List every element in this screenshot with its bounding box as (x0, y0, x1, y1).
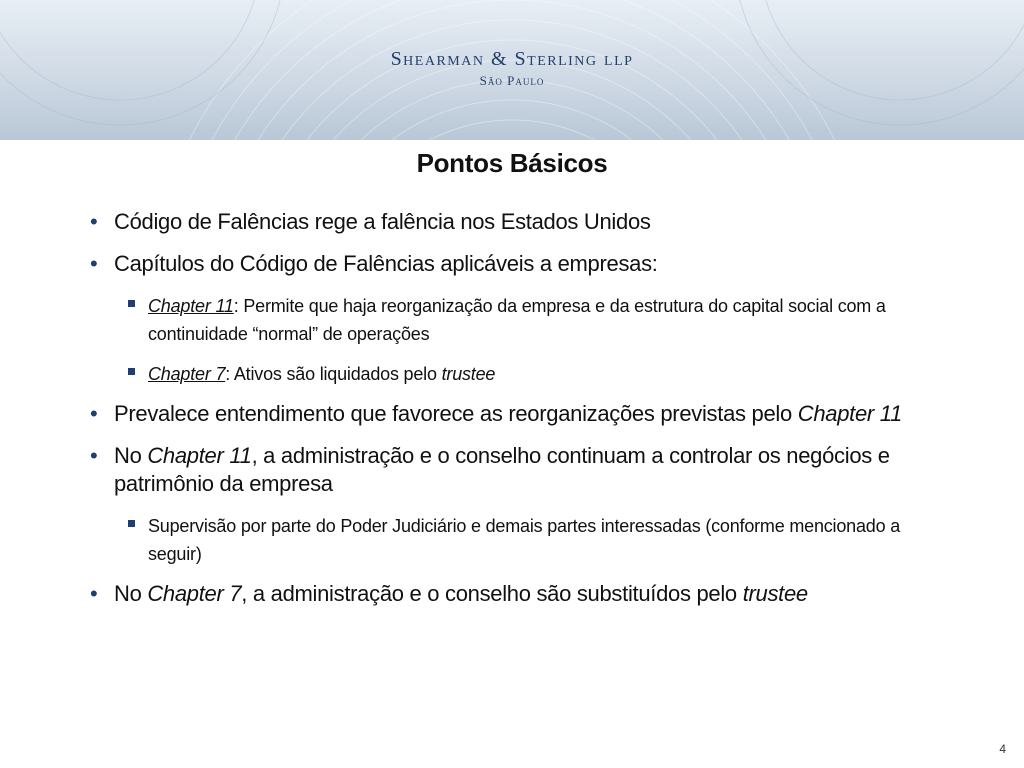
bullet-3: • Prevalece entendimento que favorece as reorganizações previstas pelo Chapter 11 (90, 401, 902, 426)
sub-bullet-chapter-11: Chapter 11: Permite que haja reorganização da empresa e da estrutura do capital social com a continuidade “normal” de operações (148, 292, 920, 348)
sub-bullet-chapter-7: Chapter 7: Ativos são liquidados pelo trustee (148, 360, 920, 388)
header-banner (0, 0, 1024, 140)
slide-title: Pontos Básicos (416, 148, 608, 178)
firm-city: São Paulo (479, 73, 545, 88)
page-number: 4 (999, 742, 1006, 756)
bullet-5: • No Chapter 7, a administração e o conselho são substituídos pelo trustee (90, 581, 808, 606)
bullet-dot-icon: • (90, 443, 98, 468)
bullet-4: • No Chapter 11, a administração e o conselho continuam a controlar os negócios e patrimônio da empresa (90, 443, 890, 496)
bullet-2: • Capítulos do Código de Falências aplicáveis a empresas: (90, 251, 658, 276)
firm-logo (0, 48, 1024, 89)
bullet-dot-icon: • (90, 251, 98, 276)
bullet-dot-icon: • (90, 209, 98, 234)
square-bullet-icon (128, 368, 135, 375)
slide-content (90, 208, 920, 622)
firm-name: Shearman & Sterling llp (390, 48, 634, 70)
sub-bullet-supervision: Supervisão por parte do Poder Judiciário e demais partes interessadas (conforme mencionado a seguir) (148, 512, 920, 568)
square-bullet-icon (128, 300, 135, 307)
bullet-dot-icon: • (90, 401, 98, 426)
square-bullet-icon (128, 520, 135, 527)
bullet-1: • Código de Falências rege a falência nos Estados Unidos (90, 209, 651, 234)
bullet-dot-icon: • (90, 581, 98, 606)
